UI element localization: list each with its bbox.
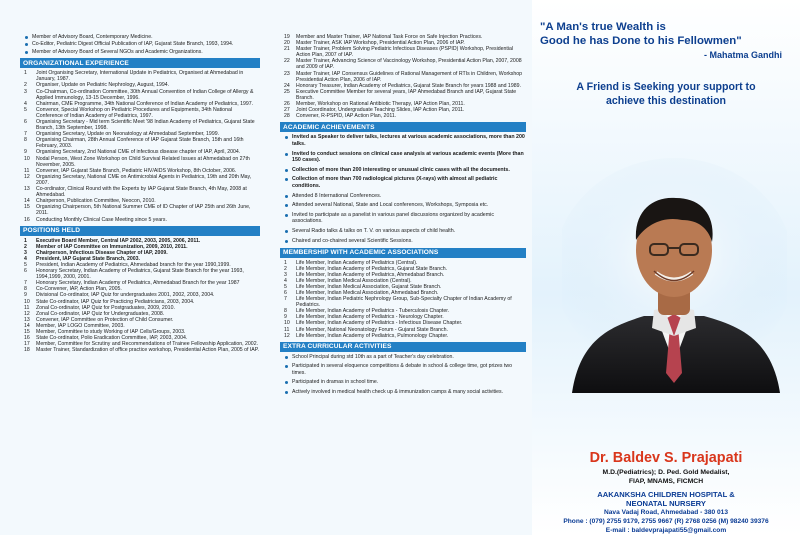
item-number: 9 xyxy=(284,314,287,321)
item-number: 11 xyxy=(24,167,30,174)
item-number: 10 xyxy=(24,155,30,162)
item-text: Master Trainer, Standardization of office practice workshop, Presidential Action Plan, 2005 of IAP. xyxy=(36,347,259,354)
list-item xyxy=(284,71,526,83)
item-number: 12 xyxy=(24,310,30,317)
qualifications-line-2: FIAP, MNAMS, FICMCH xyxy=(628,478,704,485)
item-text: Master Trainer, IAP Consensus Guidelines of Rational Management of RTIs in Children, Workshop Presidential Action Plan, 2006 of IAP. xyxy=(296,70,523,83)
item-text: Life Member, Indian Academy of Pediatrics, Gujarat State Branch. xyxy=(296,265,448,272)
item-number: 18 xyxy=(24,347,30,354)
item-number: 9 xyxy=(24,149,27,156)
item-text: Zonal Co-ordinator, IAP Quiz for Postgraduates, 2009, 2010. xyxy=(36,304,175,311)
list-item: Participated in several eloquence competitions & debate in school & college time, got prizes two times. xyxy=(284,363,526,376)
list-item: Co-Editor, Pediatric Digest Official Publication of IAP, Gujarat State Branch, 1993, 1994. xyxy=(24,41,260,47)
item-number: 10 xyxy=(284,320,290,327)
item-number: 8 xyxy=(24,286,27,293)
item-number: 15 xyxy=(24,204,30,211)
item-text: Master Trainer, ASK IAP Workshop, Presidential Action Plan, 2006 of IAP. xyxy=(296,40,465,47)
item-text: Organising Secretary, 2nd National CME of infectious disease chapter of IAP, April, 2004. xyxy=(36,149,241,156)
item-number: 5 xyxy=(24,261,27,268)
section-header-membership: MEMBERSHIP WITH ACADEMIC ASSOCIATIONS xyxy=(280,248,526,258)
item-text: Life Member, Indian Medical Association, Gujarat State Branch. xyxy=(296,283,442,290)
positions-list xyxy=(24,238,260,354)
item-number: 9 xyxy=(24,292,27,299)
item-text: Life Member, Indian Academy of Pediatrics, Pulmonology Chapter. xyxy=(296,332,449,339)
list-item: Invited as Speaker to deliver talks, lectures at various academic associations, more than 200 talks. xyxy=(284,134,526,147)
list-item xyxy=(24,217,260,223)
item-text: Honorary Secretary, Indian Academy of Pediatrics, Gujarat State Branch for the year 1993, 1994,1999, 2000, 2001. xyxy=(36,268,244,281)
item-number: 23 xyxy=(284,70,290,77)
item-number: 8 xyxy=(24,137,27,144)
item-number: 17 xyxy=(24,341,30,348)
item-text: Life Member, National Neonatology Forum - Gujarat State Branch. xyxy=(296,326,448,333)
list-item: Attended several National, State and Local conferences, Workshops, Symposia etc. xyxy=(284,202,526,209)
list-item: Member of Advisory Board of Several NGOs and Academic Organizations. xyxy=(24,49,260,55)
item-number: 26 xyxy=(284,101,290,108)
item-number: 6 xyxy=(24,119,27,126)
list-item xyxy=(24,204,260,216)
item-number: 16 xyxy=(24,335,30,342)
item-number: 4 xyxy=(24,100,27,107)
left-panel xyxy=(0,0,268,535)
item-text: Organizing Chairperson, 5th National Summer CME of ID Chapter of IAP 25th and 26th June, 2011. xyxy=(36,204,251,217)
item-number: 6 xyxy=(284,289,287,296)
list-item xyxy=(24,347,260,353)
list-item: Chaired and co-chaired several Scientific Sessions. xyxy=(284,238,526,245)
list-item: Attended 8 International Conferences. xyxy=(284,193,526,200)
list-item: Actively involved in medical health check up & immunization camps & many social activities. xyxy=(284,389,526,395)
item-text: Life Member, Indian Academy of Pediatrics, Ahmedabad Branch. xyxy=(296,271,445,278)
item-text: Nodal Person, West Zone Workshop on Child Survival Related Issues at Ahmedabad on 27th November, 2005. xyxy=(36,155,250,168)
list-item xyxy=(24,119,260,131)
list-item xyxy=(284,89,526,101)
item-text: Executive Board Member, Central IAP 2002, 2003, 2005, 2006, 2011. xyxy=(36,237,201,244)
list-item: Member of Advisory Board, Contemporary Medicine. xyxy=(24,34,260,40)
item-number: 5 xyxy=(24,106,27,113)
quote-line-2: Good he has Done to his Fellowmen" xyxy=(540,35,742,48)
phone-numbers: Phone : (079) 2755 9179, 2755 9667 (R) 2768 0256 (M) 98240 39376 xyxy=(563,518,769,525)
hospital-name-line-2: NEONATAL NURSERY xyxy=(626,499,706,508)
positions-continued-list xyxy=(284,34,526,119)
item-number: 7 xyxy=(24,280,27,287)
item-text: State Co-ordinator, IAP Quiz for Practicing Pediatricians, 2003, 2004. xyxy=(36,298,195,305)
item-text: Master Trainer, Advancing Science of Vaccinology Workshop, Presidential Action Plan, 2007, 2008 and 2009 of IAP. xyxy=(296,58,522,71)
item-number: 5 xyxy=(284,283,287,290)
item-text: Executive Committee Member for several years, IAP Ahmedabad Branch and IAP, Gujarat State Branch. xyxy=(296,88,517,101)
item-text: Chairperson, Infectious Disease Chapter of IAP, 2009. xyxy=(36,249,168,256)
support-line-1: A Friend is Seeking your support to xyxy=(576,80,756,93)
hospital-address: Nava Vadaj Road, Ahmedabad - 380 013 xyxy=(604,509,728,516)
item-text: Co-Chairman, Co-ordination Committee, 30th Annual Convention of Indian College of Allergy & Applied Immunology, 13-15 December, 1996. xyxy=(36,88,254,101)
item-text: Life Member, Indian Medical Association, Ahmedabad Branch. xyxy=(296,289,439,296)
item-text: State Co-ordinator, Polio Eradication Committee, IAP, 2003, 2004. xyxy=(36,335,188,342)
item-text: Life Member, Indian Pediatric Nephrology Group, Sub-Specialty Chapter of Indian Academy of Pediatrics. xyxy=(296,296,512,309)
item-number: 10 xyxy=(24,298,30,305)
list-item: Participated in dramas in school time. xyxy=(284,379,526,385)
list-item: Invited to participate as a panelist in various panel discussions organized by academic associations. xyxy=(284,212,526,225)
item-text: Member, IAP LOGO Committee, 2003. xyxy=(36,322,125,329)
list-item: Collection of more than 200 interesting or unusual clinic cases with all the documents. xyxy=(284,167,526,174)
item-number: 11 xyxy=(24,304,30,311)
organizational-list xyxy=(24,70,260,222)
item-number: 16 xyxy=(24,216,30,223)
item-number: 22 xyxy=(284,58,290,65)
item-number: 24 xyxy=(284,82,290,89)
section-header-achievements: ACADEMIC ACHIEVEMENTS xyxy=(280,122,526,132)
item-text: Co-ordinator, Clinical Round with the Experts by IAP Gujarat State Branch, 4th May, 2008 at Ahmedabad. xyxy=(36,186,247,199)
item-number: 1 xyxy=(24,70,27,77)
list-item xyxy=(24,137,260,149)
item-text: President, IAP Gujarat State Branch, 2003. xyxy=(36,255,140,262)
list-item: School Principal during std 10th as a part of Teacher's day celebration. xyxy=(284,354,526,360)
item-text: Member, Committee to study Working of IAP Cells/Groups, 2003. xyxy=(36,329,186,336)
doctor-name: Dr. Baldev S. Prajapati xyxy=(589,450,743,466)
gandhi-quote xyxy=(532,0,800,49)
item-number: 1 xyxy=(284,259,287,266)
list-item xyxy=(284,46,526,58)
list-item xyxy=(24,107,260,119)
item-text: Conducting Monthly Clinical Case Meeting since 5 years. xyxy=(36,216,167,223)
quote-author: - Mahatma Gandhi xyxy=(703,49,782,60)
item-text: President, Indian Academy of Pediatrics, Ahmedabad branch for the year 1990,1999. xyxy=(36,261,231,268)
item-text: Joint Coordinator, Undergraduate Teaching Slides, IAP Action Plan, 2011. xyxy=(296,107,465,114)
list-item xyxy=(24,268,260,280)
item-text: Convenor, Special Workshop on Pediatric Procedures and Equipments, 34th National Conference of Indian Academy of Pediatrics, 1997. xyxy=(36,106,232,119)
section-header-extra: EXTRA CURRICULAR ACTIVITIES xyxy=(280,342,526,352)
item-number: 3 xyxy=(24,88,27,95)
advisory-list xyxy=(24,34,260,55)
item-text: Organising Secretary - Mid term Scientific Meet '98 Indian Academy of Pediatrics, Gujarat State Branch, 13th September, 1998. xyxy=(36,119,255,132)
list-item xyxy=(284,113,526,119)
extra-curricular-list xyxy=(284,354,526,396)
item-text: Member of IAP Committee on Immunization, 2009, 2010, 2011. xyxy=(36,243,188,250)
item-text: Divisional Co-ordinator, IAP Quiz for undergraduates 2001, 2002, 2003, 2004. xyxy=(36,292,215,299)
list-item xyxy=(24,174,260,186)
item-number: 4 xyxy=(24,255,27,262)
item-text: Zonal Co-ordinator, IAP Quiz for Undergraduates, 2008. xyxy=(36,310,165,317)
item-text: Life Member, Indian Academy of Pediatrics - Infectious Disease Chapter. xyxy=(296,320,463,327)
list-item xyxy=(24,89,260,101)
achievements-list xyxy=(284,134,526,244)
item-number: 4 xyxy=(284,277,287,284)
item-number: 7 xyxy=(284,296,287,303)
item-text: Chairman, CME Programme, 34th National Conference of Indian Academy of Pediatrics, 1997. xyxy=(36,100,254,107)
item-number: 2 xyxy=(284,265,287,272)
item-text: Convener, R-PSPID, IAP Action Plan, 2011. xyxy=(296,113,397,120)
item-text: Organising Chairman, 28th Annual Conference of IAP Gujarat State Branch, 15th and 16th February, 2003. xyxy=(36,137,244,150)
item-number: 27 xyxy=(284,107,290,114)
item-text: Chairperson, Publication Committee, Neocon, 2010. xyxy=(36,198,156,205)
item-number: 13 xyxy=(24,316,30,323)
item-number: 2 xyxy=(24,243,27,250)
item-text: Life Member, Indian Medical Association (Central). xyxy=(296,277,412,284)
list-item: Several Radio talks & talks on T. V. on various aspects of child health. xyxy=(284,228,526,235)
item-number: 3 xyxy=(284,271,287,278)
middle-panel xyxy=(268,0,532,535)
item-number: 12 xyxy=(24,173,30,180)
item-text: Member, Workshop on Rational Antibiotic Therapy, IAP Action Plan, 2011. xyxy=(296,101,465,108)
list-item xyxy=(284,296,526,308)
list-item xyxy=(24,70,260,82)
item-text: Joint Organising Secretary, International Update in Pediatrics, Organised at Ahmedabad in January, 1987. xyxy=(36,70,244,83)
list-item xyxy=(24,156,260,168)
item-number: 19 xyxy=(284,34,290,40)
list-item xyxy=(284,58,526,70)
item-number: 21 xyxy=(284,46,290,53)
email-address: E-mail : baldevprajapati55@gmail.com xyxy=(605,527,727,534)
item-number: 11 xyxy=(284,326,290,333)
section-header-organizational: ORGANIZATIONAL EXPERIENCE xyxy=(20,58,260,68)
list-item xyxy=(24,186,260,198)
item-text: Organiser, Update on Pediatric Nephrology, August, 1994. xyxy=(36,82,170,89)
item-text: Life Member, Indian Academy of Pediatrics - Tuberculosis Chapter. xyxy=(296,308,450,315)
item-number: 20 xyxy=(284,40,290,47)
item-number: 14 xyxy=(24,322,30,329)
hospital-name-line-1: AAKANKSHA CHILDREN HOSPITAL & xyxy=(597,490,735,499)
membership-list xyxy=(284,260,526,339)
item-number: 13 xyxy=(24,186,30,193)
item-number: 14 xyxy=(24,198,30,205)
list-item: Collection of more than 700 radiological pictures (X-rays) with almost all pediatric conditions. xyxy=(284,176,526,189)
item-text: Member and Master Trainer, IAP National Task Force on Safe Injection Practices. xyxy=(296,34,483,40)
item-number: 12 xyxy=(284,332,290,339)
item-text: Organising Secretary, Update on Neonatology at Ahmedabad September, 1999. xyxy=(36,131,220,138)
item-text: Convener, IAP Committee on Protection of Child Consumer. xyxy=(36,316,174,323)
cover-panel xyxy=(532,0,800,535)
item-number: 28 xyxy=(284,113,290,120)
list-item: Invited to conduct sessions on clinical case analysis at various academic events (More than 150 cases). xyxy=(284,151,526,164)
item-text: Co-Convener, IAP, Action Plan, 2005. xyxy=(36,286,122,293)
item-text: Life Member, Indian Academy of Pediatrics - Neurology Chapter. xyxy=(296,314,444,321)
item-number: 7 xyxy=(24,131,27,138)
support-line-2: achieve this destination xyxy=(605,94,727,107)
item-number: 2 xyxy=(24,82,27,89)
item-number: 8 xyxy=(284,308,287,315)
item-number: 3 xyxy=(24,249,27,256)
item-number: 15 xyxy=(24,329,30,336)
list-item xyxy=(284,333,526,339)
item-text: Member, Committee for Scrutiny and Recommendations of Trainee Fellowship Application, 2002. xyxy=(36,341,259,348)
quote-line-1: "A Man's true Wealth is xyxy=(540,21,666,33)
doctor-portrait xyxy=(562,158,787,393)
qualifications-line-1: M.D.(Pediatrics); D. Ped. Gold Medalist, xyxy=(602,469,730,476)
item-number: 6 xyxy=(24,268,27,275)
support-message xyxy=(532,80,800,108)
item-number: 25 xyxy=(284,88,290,95)
item-text: Master Trainer, Problem Solving Pediatric Infectious Diseases (PSPID) Workshop, Presidential Action Plan, 2007 of IAP. xyxy=(296,46,514,59)
item-text: Convener, IAP Gujarat State Branch, Pediatric HIV/AIDS Workshop, 8th October, 2006. xyxy=(36,167,237,174)
item-text: Honorary Treasurer, Indian Academy of Pediatrics, Gujarat State Branch for years 1988 and 1989. xyxy=(296,82,521,89)
item-number: 1 xyxy=(24,237,27,244)
section-header-positions: POSITIONS HELD xyxy=(20,226,260,236)
item-text: Life Member, Indian Academy of Pediatrics (Central). xyxy=(296,259,418,266)
item-text: Honorary Secretary, Indian Academy of Pediatrics, Ahmedabad Branch for the year 1987 xyxy=(36,280,240,287)
item-text: Organizing Secretary, National CME on Antimicrobial Agents in Pediatrics, 19th and 20th May, 2007. xyxy=(36,173,252,186)
